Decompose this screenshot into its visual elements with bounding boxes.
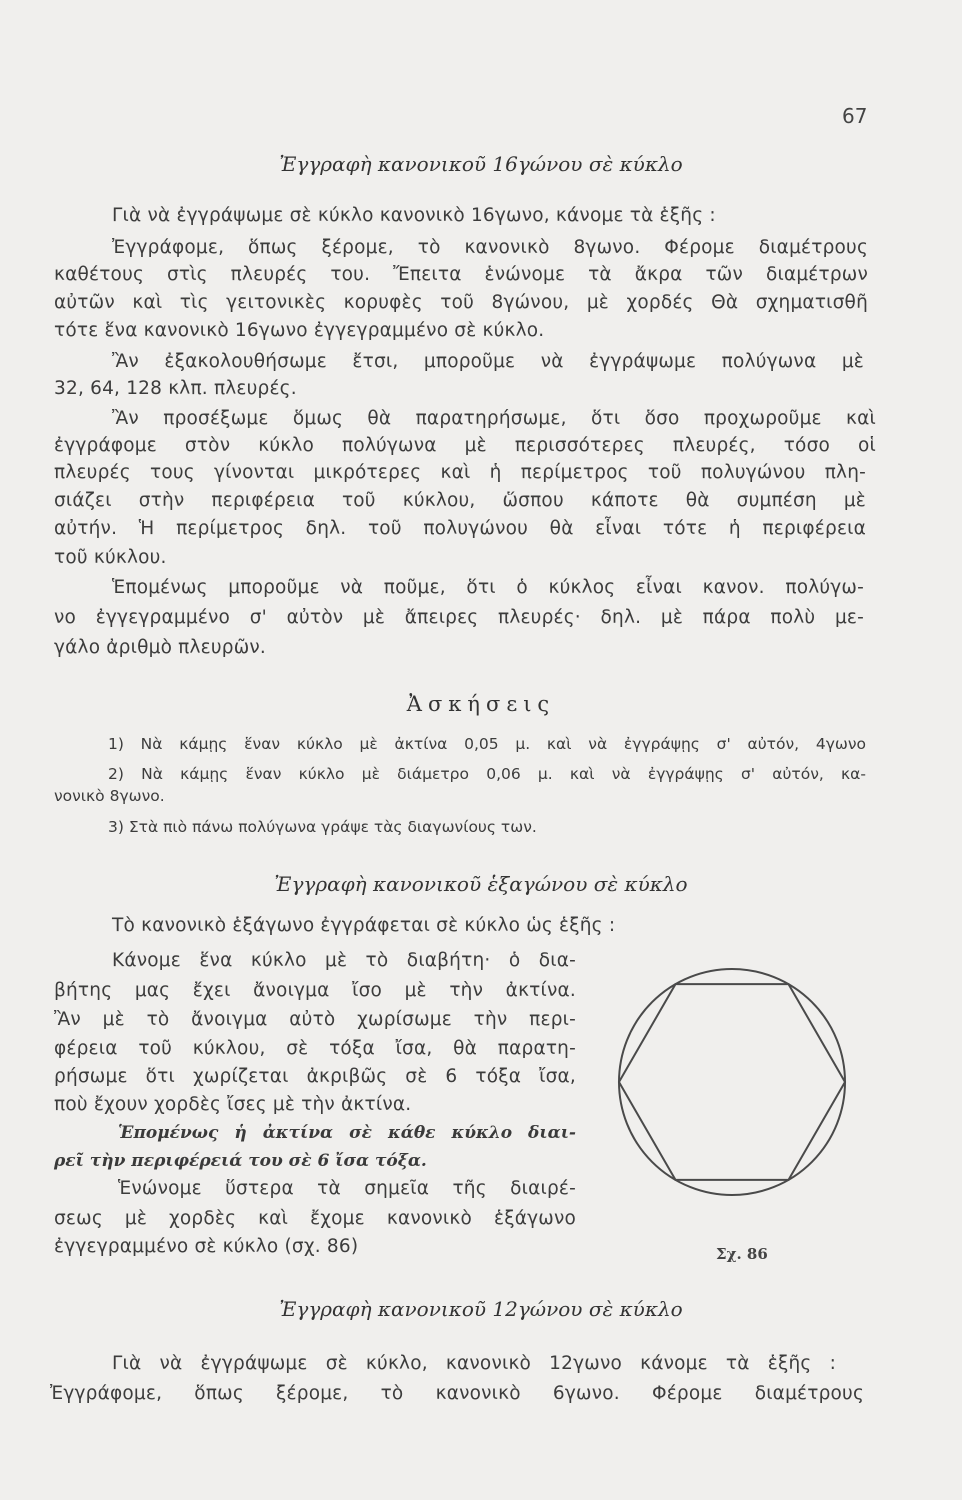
paragraph-line: νο ἐγγεγραμμένο σ' αὐτὸν μὲ ἄπειρες πλευρές· δηλ. μὲ πάρα πολὺ με- xyxy=(54,607,864,628)
paragraph-line: Ἐγγράφομε, ὅπως ξέρομε, τὸ κανονικὸ 6γωνο. Φέρομε διαμέτρους xyxy=(50,1383,864,1404)
exercise-item: νονικὸ 8γωνο. xyxy=(54,787,165,805)
exercise-item: 2) Νὰ κάμῃς ἕναν κύκλο μὲ διάμετρο 0,06 μ. καὶ νὰ ἐγγράψῃς σ' αὐτόν, κα- xyxy=(108,765,866,783)
exercise-item: 3) Στὰ πιὸ πάνω πολύγωνα γράψε τὰς διαγωνίους των. xyxy=(108,818,537,836)
paragraph-line: γάλο ἀριθμὸ πλευρῶν. xyxy=(54,637,267,658)
paragraph-line: Κάνομε ἕνα κύκλο μὲ τὸ διαβήτη· ὁ δια- xyxy=(112,950,576,971)
paragraph-line: Ἂν ἐξακολουθήσωμε ἔτσι, μποροῦμε νὰ ἐγγράψωμε πολύγωνα μὲ xyxy=(112,351,864,372)
paragraph-line: αὐτήν. Ἡ περίμετρος δηλ. τοῦ πολυγώνου θὰ εἶναι τότε ἡ περιφέρεια xyxy=(54,518,866,539)
hexagon-in-circle-figure xyxy=(612,962,852,1202)
paragraph-line: τοῦ κύκλου. xyxy=(54,547,167,568)
circle xyxy=(619,969,845,1195)
paragraph-line: Ἑπομένως μποροῦμε νὰ ποῦμε, ὅτι ὁ κύκλος εἶναι κανον. πολύγω- xyxy=(112,577,864,598)
paragraph-line: Γιὰ νὰ ἐγγράψωμε σὲ κύκλο, κανονικὸ 12γωνο κάνομε τὰ ἑξῆς : xyxy=(112,1353,836,1374)
paragraph-line: αὐτῶν καὶ τὶς γειτονικὲς κορυφὲς τοῦ 8γώνου, μὲ χορδές Θὰ σχηματισθῆ xyxy=(54,292,868,313)
exercises-heading: Ἀσκήσεις xyxy=(406,692,556,716)
paragraph-line: Ἂν προσέξωμε ὅμως θὰ παρατηρήσωμε, ὅτι ὅσο προχωροῦμε καὶ xyxy=(112,408,876,429)
paragraph-line: Ἂν μὲ τὸ ἄνοιγμα αὐτὸ χωρίσωμε τὴν περι- xyxy=(54,1009,576,1030)
paragraph-line: σεως μὲ χορδὲς καὶ ἔχομε κανονικὸ ἑξάγωνο xyxy=(54,1208,576,1229)
paragraph-line: καθέτους στὶς πλευρές του. Ἔπειτα ἑνώνομε τὰ ἄκρα τῶν διαμέτρων xyxy=(54,264,868,285)
section-heading-16gon: Ἐγγραφὴ κανονικοῦ 16γώνου σὲ κύκλο xyxy=(279,152,683,176)
paragraph-line: τότε ἕνα κανονικὸ 16γωνο ἐγγεγραμμένο σὲ κύκλο. xyxy=(54,320,545,341)
paragraph-line: ἐγγεγραμμένο σὲ κύκλο (σχ. 86) xyxy=(54,1236,359,1257)
paragraph-line: φέρεια τοῦ κύκλου, σὲ τόξα ἴσα, θὰ παρατη- xyxy=(54,1038,576,1059)
paragraph-line: ποὺ ἔχουν χορδὲς ἴσες μὲ τὴν ἀκτίνα. xyxy=(54,1094,412,1115)
paragraph-line: Ἑνώνομε ὕστερα τὰ σημεῖα τῆς διαιρέ- xyxy=(118,1178,576,1199)
paragraph-line: πλευρές τους γίνονται μικρότερες καὶ ἡ περίμετρος τοῦ πολυγώνου πλη- xyxy=(54,462,866,483)
paragraph-line: ρήσωμε ὅτι χωρίζεται ἀκριβῶς σὲ 6 τόξα ἴσα, xyxy=(54,1066,576,1087)
paragraph-line: βήτης μας ἔχει ἄνοιγμα ἴσο μὲ τὴν ἀκτίνα. xyxy=(54,980,576,1001)
paragraph-line: 32, 64, 128 κλπ. πλευρές. xyxy=(54,378,297,399)
paragraph-line: Ἐγγράφομε, ὅπως ξέρομε, τὸ κανονικὸ 8γωνο. Φέρομε διαμέτρους xyxy=(112,237,868,258)
inscribed-hexagon xyxy=(619,984,845,1180)
exercise-item: 1) Νὰ κάμῃς ἕναν κύκλο μὲ ἀκτίνα 0,05 μ. καὶ νὰ ἐγγράψῃς σ' αὐτόν, 4γωνο xyxy=(108,735,866,753)
emphasis-line: ρεῖ τὴν περιφέρειά του σὲ 6 ἴσα τόξα. xyxy=(54,1151,427,1171)
figure-caption: Σχ. 86 xyxy=(716,1245,768,1263)
paragraph-line: ἐγγράφομε στὸν κύκλο πολύγωνα μὲ περισσότερες πλευρές, τόσο οἱ xyxy=(54,435,876,456)
page-number: 67 xyxy=(842,104,868,128)
paragraph-line: σιάζει στὴν περιφέρεια τοῦ κύκλου, ὥσπου κάποτε θὰ συμπέση μὲ xyxy=(54,490,866,511)
emphasis-line: Ἑπομένως ἡ ἀκτίνα σὲ κάθε κύκλο διαι- xyxy=(118,1123,576,1143)
paragraph-line: Γιὰ νὰ ἐγγράψωμε σὲ κύκλο κανονικὸ 16γωνο, κάνομε τὰ ἑξῆς : xyxy=(112,205,716,226)
section-heading-12gon: Ἐγγραφὴ κανονικοῦ 12γώνου σὲ κύκλο xyxy=(279,1297,683,1321)
paragraph-line: Τὸ κανονικὸ ἑξάγωνο ἐγγράφεται σὲ κύκλο ὡς ἑξῆς : xyxy=(112,915,616,936)
section-heading-hexagon: Ἐγγραφὴ κανονικοῦ ἑξαγώνου σὲ κύκλο xyxy=(274,872,688,896)
